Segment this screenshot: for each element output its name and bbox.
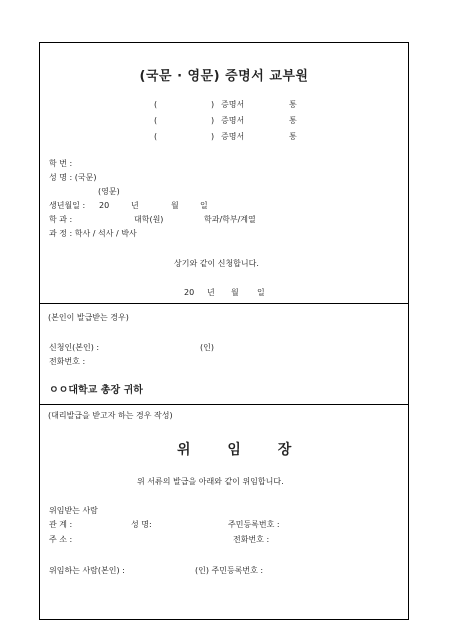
delegator-field: 위임하는 사람(본인) : bbox=[49, 566, 125, 575]
date-20: 20 bbox=[184, 288, 195, 297]
proxy-receiver: 위임받는 사람 bbox=[49, 506, 98, 515]
birth-month: 월 bbox=[171, 201, 179, 210]
cert-close-paren: ) bbox=[211, 132, 215, 141]
cert-unit: 통 bbox=[289, 100, 297, 109]
cert-label: 증명서 bbox=[221, 116, 245, 125]
form-title: (국문 · 영문) 증명서 교부원 bbox=[139, 69, 309, 84]
student-id-field: 학 번 : bbox=[49, 159, 73, 168]
cert-label: 증명서 bbox=[221, 132, 245, 141]
cert-open-paren: ( bbox=[154, 116, 158, 125]
cert-close-paren: ) bbox=[211, 116, 215, 125]
birth-year: 년 bbox=[131, 201, 139, 210]
proxy-relation-field: 관 계 : bbox=[49, 520, 73, 529]
birth-day: 일 bbox=[200, 201, 208, 210]
addressee: ㅇㅇ대학교 총장 귀하 bbox=[49, 385, 143, 396]
apply-text: 상기와 같이 신청합니다. bbox=[174, 259, 259, 268]
proxy-statement: 위 서류의 발급을 아래와 같이 위임합니다. bbox=[137, 477, 284, 486]
name-en-field: (영문) bbox=[98, 187, 120, 196]
course-field: 과 정 : 학사 / 석사 / 박사 bbox=[49, 229, 137, 238]
cert-open-paren: ( bbox=[154, 132, 158, 141]
dept-field: 학 과 : bbox=[49, 215, 73, 224]
section-divider bbox=[40, 303, 408, 304]
date-month: 월 bbox=[231, 288, 239, 297]
cert-open-paren: ( bbox=[154, 100, 158, 109]
proxy-rrn-field: 주민등록번호 : bbox=[228, 520, 280, 529]
self-section-header: (본인이 발급받는 경우) bbox=[48, 313, 129, 322]
self-phone-field: 전화번호 : bbox=[49, 357, 86, 366]
date-year: 년 bbox=[207, 288, 215, 297]
cert-close-paren: ) bbox=[211, 100, 215, 109]
applicant-field: 신청인(본인) : bbox=[49, 343, 100, 352]
cert-unit: 통 bbox=[289, 116, 297, 125]
cert-unit: 통 bbox=[289, 132, 297, 141]
applicant-seal: (인) bbox=[200, 343, 214, 352]
cert-label: 증명서 bbox=[221, 100, 245, 109]
birth-label: 생년월일 : bbox=[49, 201, 86, 210]
dept-univ: 대학(원) bbox=[134, 215, 164, 224]
birth-20: 20 bbox=[99, 201, 110, 210]
proxy-heading: 위 임 장 bbox=[177, 442, 308, 458]
name-field: 성 명 : (국문) bbox=[49, 173, 97, 182]
application-form bbox=[39, 42, 409, 620]
date-day: 일 bbox=[257, 288, 265, 297]
proxy-section-header: (대리발급을 받고자 하는 경우 작성) bbox=[48, 411, 173, 420]
proxy-phone-field: 전화번호 : bbox=[233, 535, 270, 544]
delegator-seal-rrn: (인) 주민등록번호 : bbox=[195, 566, 264, 575]
proxy-address-field: 주 소 : bbox=[49, 535, 73, 544]
proxy-name-field: 성 명: bbox=[131, 520, 152, 529]
dept-major: 학과/학부/계열 bbox=[204, 215, 256, 224]
section-divider bbox=[40, 404, 408, 405]
